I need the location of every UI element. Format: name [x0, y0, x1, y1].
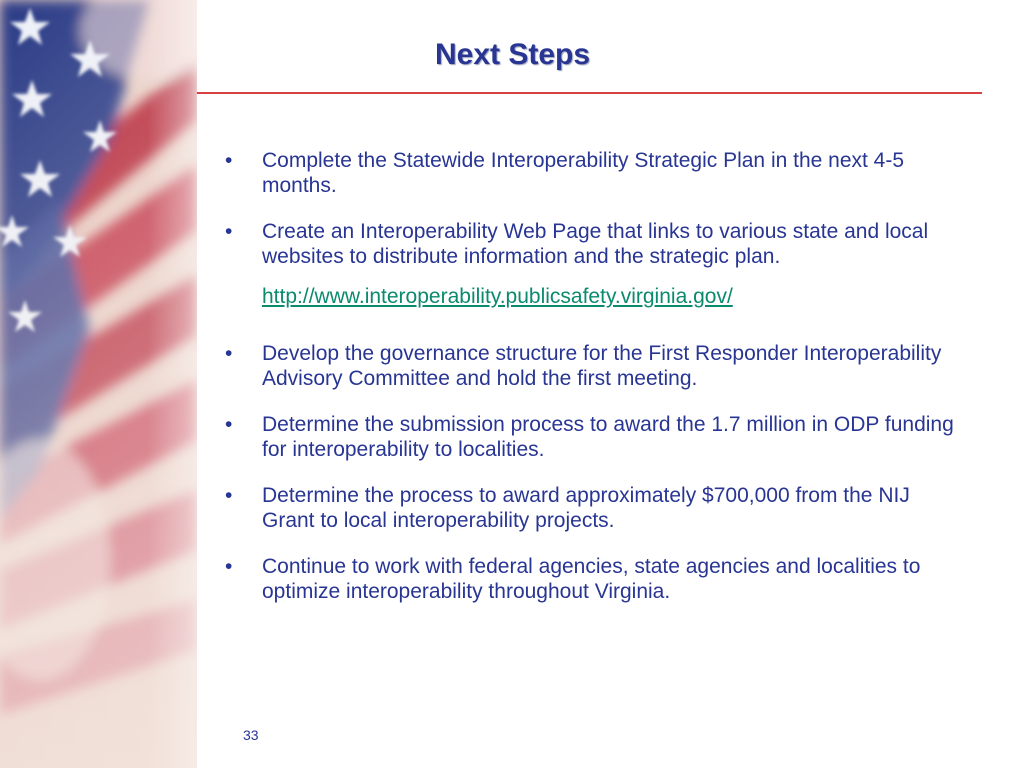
- bullet-text: Create an Interoperability Web Page that links to various state and local websites to distribute information and the strategic plan.: [262, 220, 929, 268]
- flag-decoration: [0, 0, 197, 768]
- bullet-marker: •: [225, 555, 233, 578]
- bullet-text: Develop the governance structure for the First Responder Interoperability Advisory Committee and hold the first meeting.: [262, 342, 942, 390]
- bullet-marker: •: [225, 149, 233, 172]
- website-link[interactable]: http://www.interoperability.publicsafety.virginia.gov/: [262, 285, 733, 308]
- bullet-text: Determine the process to award approximately $700,000 from the NIJ Grant to local interoperability projects.: [262, 484, 910, 532]
- bullet-marker: •: [225, 342, 233, 365]
- bullet-item: [222, 412, 962, 462]
- bullet-marker: •: [225, 413, 233, 436]
- bullet-text: Complete the Statewide Interoperability Strategic Plan in the next 4-5 months.: [262, 149, 905, 197]
- bullet-item: [222, 219, 962, 269]
- link-line: [222, 284, 962, 309]
- title-divider: [197, 92, 982, 94]
- bullet-text: Determine the submission process to award the 1.7 million in ODP funding for interoperability to localities.: [262, 413, 954, 461]
- bullet-item: [222, 483, 962, 533]
- page-number: 33: [243, 727, 259, 743]
- slide-title: Next Steps: [434, 38, 591, 71]
- bullet-item: [222, 341, 962, 391]
- bullet-list: [222, 148, 962, 625]
- bullet-marker: •: [225, 220, 233, 243]
- bullet-marker: •: [225, 484, 233, 507]
- bullet-item: [222, 554, 962, 604]
- bullet-item: [222, 148, 962, 198]
- bullet-text: Continue to work with federal agencies, state agencies and localities to optimize interoperability throughout Virginia.: [262, 555, 921, 603]
